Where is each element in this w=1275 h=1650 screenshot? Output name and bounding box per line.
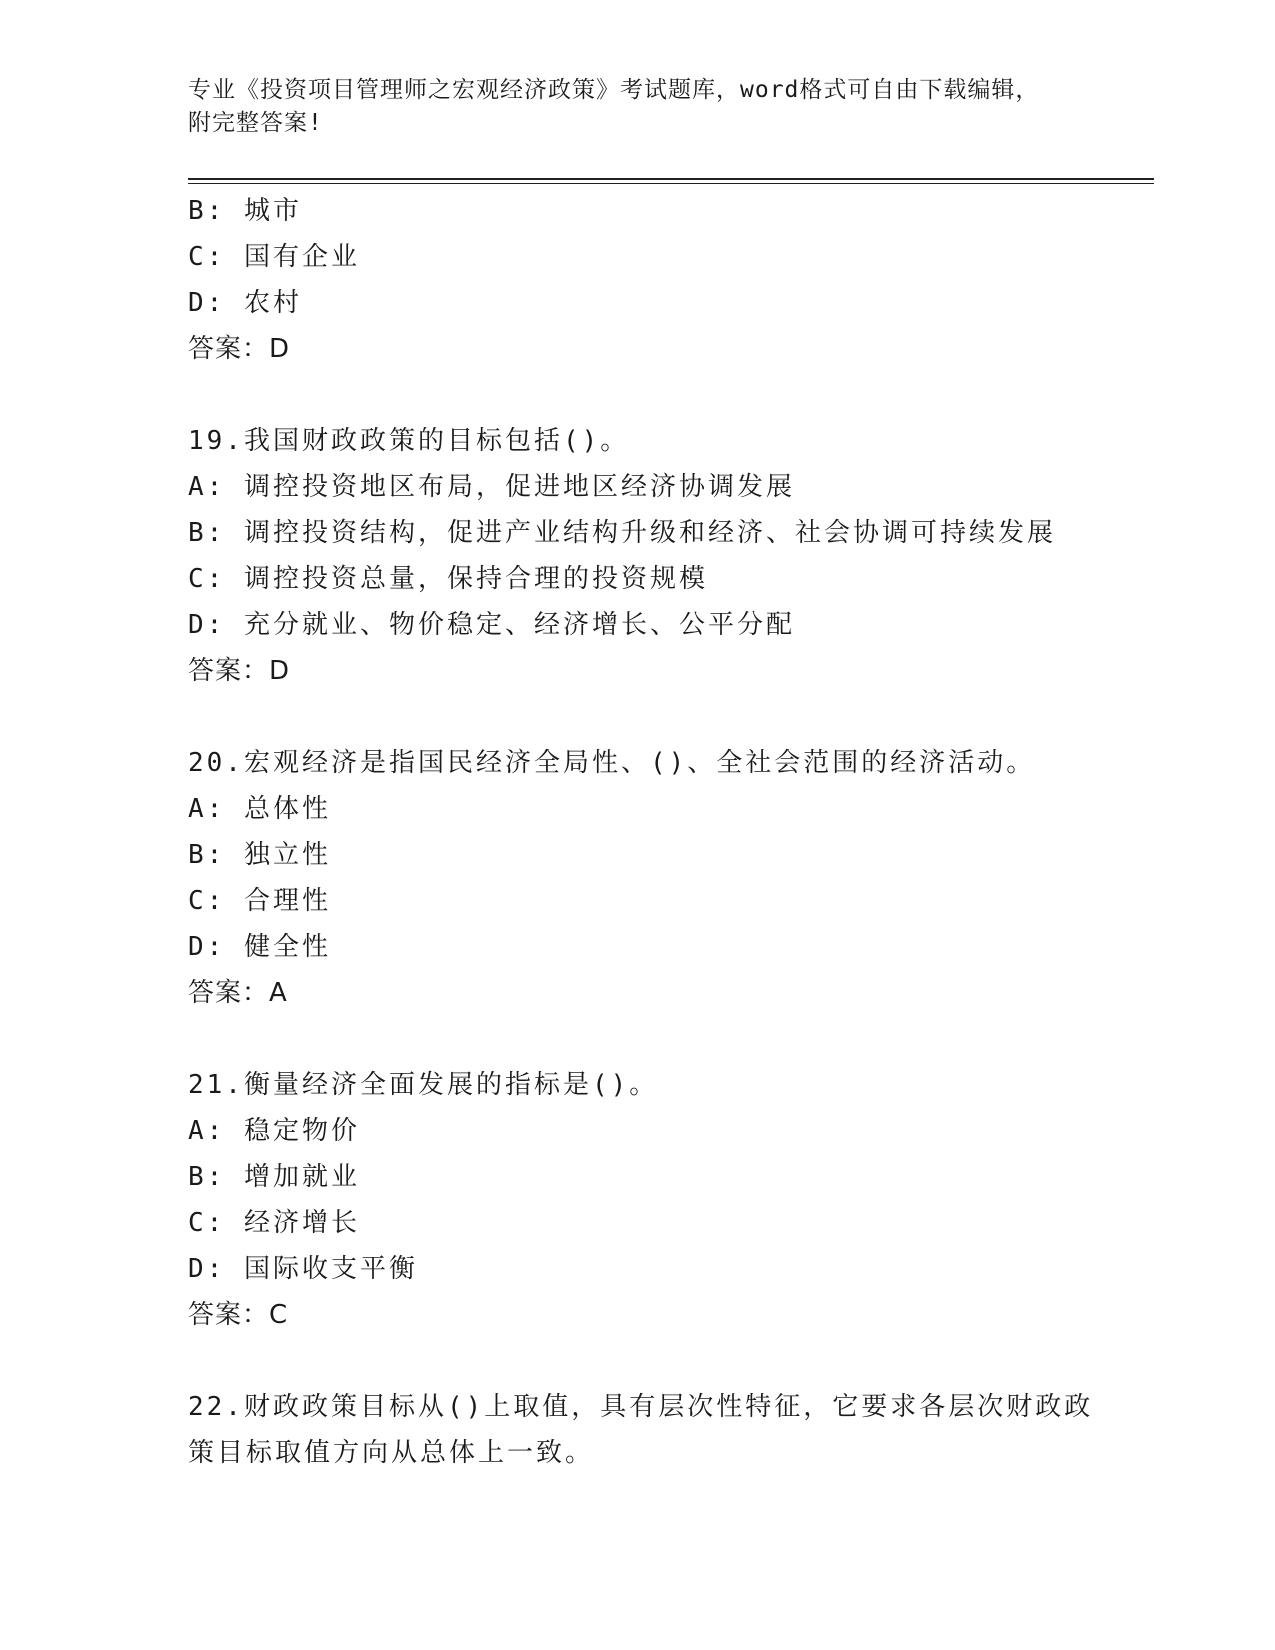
answer: 答案：C	[188, 1300, 289, 1330]
option-a: A: 总体性	[188, 794, 331, 824]
option-a: A: 调控投资地区布局，促进地区经济协调发展	[188, 472, 795, 502]
option-a: A: 稳定物价	[188, 1116, 360, 1146]
answer: 答案：A	[188, 978, 288, 1008]
option-c: C: 经济增长	[188, 1208, 360, 1238]
header-line-1: 专业《投资项目管理师之宏观经济政策》考试题库，word格式可自由下载编辑，	[188, 77, 1040, 103]
question-18-tail	[188, 188, 1154, 372]
question-text: 19.我国财政政策的目标包括()。	[188, 426, 630, 456]
question-21	[188, 1062, 1154, 1338]
header-line-2: 附完整答案!	[188, 110, 323, 136]
option-d: D: 充分就业、物价稳定、经济增长、公平分配	[188, 610, 795, 640]
option-d: D: 国际收支平衡	[188, 1254, 418, 1284]
option-c: C: 国有企业	[188, 242, 360, 272]
document-header	[188, 74, 1068, 140]
question-22	[188, 1384, 1154, 1476]
header-divider-thick	[188, 178, 1154, 180]
option-d: D: 农村	[188, 288, 302, 318]
header-divider-thin	[188, 183, 1154, 184]
question-20	[188, 740, 1154, 1016]
option-b: B: 独立性	[188, 840, 331, 870]
question-text: 20.宏观经济是指国民经济全局性、()、全社会范围的经济活动。	[188, 748, 1036, 778]
option-b: B: 增加就业	[188, 1162, 360, 1192]
option-d: D: 健全性	[188, 932, 331, 962]
option-c: C: 合理性	[188, 886, 331, 916]
option-b: B: 城市	[188, 196, 302, 226]
question-text: 21.衡量经济全面发展的指标是()。	[188, 1070, 659, 1100]
option-c: C: 调控投资总量，保持合理的投资规模	[188, 564, 708, 594]
question-text-line-2: 策目标取值方向从总体上一致。	[188, 1438, 595, 1468]
question-list	[188, 188, 1154, 1476]
answer: 答案：D	[188, 656, 291, 686]
answer: 答案：D	[188, 334, 291, 364]
question-19	[188, 418, 1154, 694]
question-text-line-1: 22.财政政策目标从()上取值，具有层次性特征，它要求各层次财政政	[188, 1392, 1094, 1422]
option-b: B: 调控投资结构，促进产业结构升级和经济、社会协调可持续发展	[188, 518, 1056, 548]
